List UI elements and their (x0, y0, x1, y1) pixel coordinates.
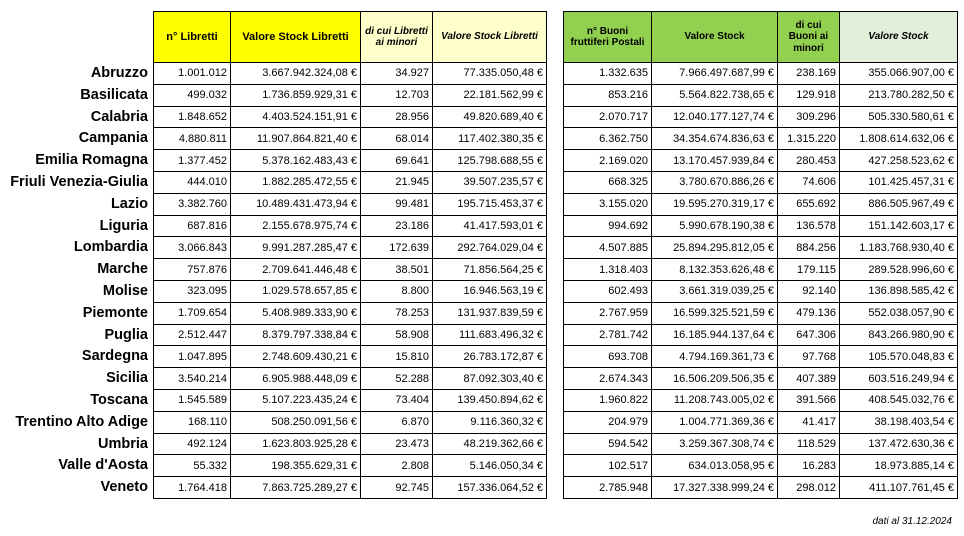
table-row (154, 280, 547, 302)
table-row (564, 324, 958, 346)
table-row (564, 259, 958, 281)
table-cell: 13.170.457.939,84 € (652, 150, 778, 172)
table-cell: 131.937.839,59 € (433, 302, 547, 324)
table-cell: 8.379.797.338,84 € (231, 324, 361, 346)
table-cell: 603.516.249,94 € (840, 368, 958, 390)
table-cell: 118.529 (778, 433, 840, 455)
region-label: Molise (102, 282, 148, 299)
table-cell: 3.155.020 (564, 193, 652, 215)
region-label: Marche (97, 261, 148, 278)
table-cell: 6.905.988.448,09 € (231, 368, 361, 390)
header-valore-stock-libretti: Valore Stock Libretti (231, 12, 361, 63)
table-cell: 843.266.980,90 € (840, 324, 958, 346)
table-row (154, 368, 547, 390)
table-row (564, 433, 958, 455)
table-cell: 204.979 (564, 411, 652, 433)
table-cell: 757.876 (154, 259, 231, 281)
table-cell: 78.253 (361, 302, 433, 324)
table-row (154, 433, 547, 455)
table-cell: 3.540.214 (154, 368, 231, 390)
region-label: Lazio (110, 195, 148, 212)
table-cell: 213.780.282,50 € (840, 84, 958, 106)
table-cell: 1.047.895 (154, 346, 231, 368)
table-cell: 289.528.996,60 € (840, 259, 958, 281)
footnote: dati al 31.12.2024 (872, 516, 952, 527)
table-cell: 2.781.742 (564, 324, 652, 346)
table-cell: 693.708 (564, 346, 652, 368)
table-row (564, 411, 958, 433)
table-cell: 886.505.967,49 € (840, 193, 958, 215)
region-label: Emilia Romagna (35, 152, 148, 169)
table-row (564, 477, 958, 499)
region-label: Liguria (99, 217, 148, 234)
table-cell: 2.674.343 (564, 368, 652, 390)
table-cell: 11.208.743.005,02 € (652, 389, 778, 411)
table-row (564, 128, 958, 150)
header-n-buoni: n° Buoni fruttiferi Postali (564, 12, 652, 63)
region-label: Campania (78, 130, 148, 147)
table-cell: 4.794.169.361,73 € (652, 346, 778, 368)
table-cell: 1.183.768.930,40 € (840, 237, 958, 259)
table-cell: 23.473 (361, 433, 433, 455)
table-cell: 1.882.285.472,55 € (231, 171, 361, 193)
table-row (154, 259, 547, 281)
region-label: Valle d'Aosta (58, 457, 148, 474)
table-cell: 1.029.578.657,85 € (231, 280, 361, 302)
table-cell: 2.748.609.430,21 € (231, 346, 361, 368)
table-cell: 28.956 (361, 106, 433, 128)
table-cell: 298.012 (778, 477, 840, 499)
table-cell: 2.709.641.446,48 € (231, 259, 361, 281)
region-label: Trentino Alto Adige (15, 413, 148, 430)
table-cell: 492.124 (154, 433, 231, 455)
table-cell: 2.767.959 (564, 302, 652, 324)
buoni-table (563, 11, 958, 499)
table-row (564, 346, 958, 368)
table-cell: 8.800 (361, 280, 433, 302)
table-cell: 2.155.678.975,74 € (231, 215, 361, 237)
table-row (154, 411, 547, 433)
table-row (564, 106, 958, 128)
table-cell: 1.318.403 (564, 259, 652, 281)
table-cell: 179.115 (778, 259, 840, 281)
table-cell: 92.745 (361, 477, 433, 499)
table-cell: 16.599.325.521,59 € (652, 302, 778, 324)
table-cell: 647.306 (778, 324, 840, 346)
table-cell: 1.001.012 (154, 63, 231, 85)
table-cell: 10.489.431.473,94 € (231, 193, 361, 215)
table-cell: 427.258.523,62 € (840, 150, 958, 172)
table-row (564, 193, 958, 215)
table-cell: 52.288 (361, 368, 433, 390)
region-label: Sardegna (81, 348, 148, 365)
region-labels (0, 63, 148, 499)
table-row (154, 389, 547, 411)
table-row (154, 128, 547, 150)
table-cell: 5.564.822.738,65 € (652, 84, 778, 106)
table-cell: 87.092.303,40 € (433, 368, 547, 390)
table-cell: 17.327.338.999,24 € (652, 477, 778, 499)
table-cell: 22.181.562,99 € (433, 84, 547, 106)
table-cell: 309.296 (778, 106, 840, 128)
table-cell: 38.198.403,54 € (840, 411, 958, 433)
table-cell: 39.507.235,57 € (433, 171, 547, 193)
table-cell: 55.332 (154, 455, 231, 477)
table-cell: 168.110 (154, 411, 231, 433)
header-valore-stock-libretti-minori: Valore Stock Libretti (433, 12, 547, 63)
table-cell: 5.408.989.333,90 € (231, 302, 361, 324)
table-cell: 58.908 (361, 324, 433, 346)
table-cell: 594.542 (564, 433, 652, 455)
region-label: Calabria (90, 108, 148, 125)
table-cell: 69.641 (361, 150, 433, 172)
table-cell: 105.570.048,83 € (840, 346, 958, 368)
table-cell: 323.095 (154, 280, 231, 302)
table-cell: 3.661.319.039,25 € (652, 280, 778, 302)
table-cell: 49.820.689,40 € (433, 106, 547, 128)
table-cell: 2.169.020 (564, 150, 652, 172)
table-row (154, 84, 547, 106)
table-cell: 16.185.944.137,64 € (652, 324, 778, 346)
table-cell: 2.808 (361, 455, 433, 477)
table-row (564, 455, 958, 477)
table-cell: 12.703 (361, 84, 433, 106)
libretti-table (153, 11, 547, 499)
table-row (154, 346, 547, 368)
table-cell: 102.517 (564, 455, 652, 477)
table-cell: 25.894.295.812,05 € (652, 237, 778, 259)
table-cell: 5.378.162.483,43 € (231, 150, 361, 172)
table-cell: 2.512.447 (154, 324, 231, 346)
table-cell: 853.216 (564, 84, 652, 106)
table-row (154, 171, 547, 193)
region-label: Puglia (104, 326, 148, 343)
table-cell: 505.330.580,61 € (840, 106, 958, 128)
table-row (154, 150, 547, 172)
table-cell: 408.545.032,76 € (840, 389, 958, 411)
table-row (154, 193, 547, 215)
table-row (564, 63, 958, 85)
table-row (154, 63, 547, 85)
table-cell: 280.453 (778, 150, 840, 172)
table-row (564, 171, 958, 193)
table-cell: 3.382.760 (154, 193, 231, 215)
table-row (154, 215, 547, 237)
table-row (564, 150, 958, 172)
table-cell: 34.927 (361, 63, 433, 85)
region-label: Piemonte (82, 304, 148, 321)
table-row (564, 280, 958, 302)
table-cell: 7.966.497.687,99 € (652, 63, 778, 85)
table-cell: 18.973.885,14 € (840, 455, 958, 477)
table-cell: 1.848.652 (154, 106, 231, 128)
table-cell: 15.810 (361, 346, 433, 368)
table-cell: 48.219.362,66 € (433, 433, 547, 455)
table-row (564, 389, 958, 411)
buoni-table-body (564, 63, 958, 499)
header-valore-stock-buoni-minori: Valore Stock (840, 12, 958, 63)
table-cell: 99.481 (361, 193, 433, 215)
table-cell: 9.116.360,32 € (433, 411, 547, 433)
table-cell: 4.403.524.151,91 € (231, 106, 361, 128)
table-cell: 1.623.803.925,28 € (231, 433, 361, 455)
table-cell: 26.783.172,87 € (433, 346, 547, 368)
region-label: Friuli Venezia-Giulia (10, 173, 148, 190)
region-label: Lombardia (73, 239, 148, 256)
header-n-libretti: n° Libretti (154, 12, 231, 63)
table-cell: 1.709.654 (154, 302, 231, 324)
table-cell: 21.945 (361, 171, 433, 193)
table-cell: 2.070.717 (564, 106, 652, 128)
table-cell: 1.332.635 (564, 63, 652, 85)
table-cell: 4.880.811 (154, 128, 231, 150)
region-label: Toscana (90, 391, 148, 408)
table-cell: 97.768 (778, 346, 840, 368)
table-cell: 71.856.564,25 € (433, 259, 547, 281)
table-cell: 11.907.864.821,40 € (231, 128, 361, 150)
table-cell: 499.032 (154, 84, 231, 106)
table-cell: 407.389 (778, 368, 840, 390)
table-cell: 508.250.091,56 € (231, 411, 361, 433)
table-cell: 1.736.859.929,31 € (231, 84, 361, 106)
table-cell: 1.764.418 (154, 477, 231, 499)
region-label: Abruzzo (90, 65, 148, 81)
table-cell: 139.450.894,62 € (433, 389, 547, 411)
table-cell: 1.960.822 (564, 389, 652, 411)
table-row (564, 84, 958, 106)
region-label: Basilicata (80, 86, 148, 103)
table-cell: 5.146.050,34 € (433, 455, 547, 477)
table-cell: 73.404 (361, 389, 433, 411)
table-cell: 391.566 (778, 389, 840, 411)
table-cell: 994.692 (564, 215, 652, 237)
table-cell: 411.107.761,45 € (840, 477, 958, 499)
table-cell: 6.362.750 (564, 128, 652, 150)
table-row (154, 302, 547, 324)
table-cell: 634.013.058,95 € (652, 455, 778, 477)
table-cell: 172.639 (361, 237, 433, 259)
table-cell: 38.501 (361, 259, 433, 281)
table-cell: 3.259.367.308,74 € (652, 433, 778, 455)
table-cell: 479.136 (778, 302, 840, 324)
table-cell: 1.377.452 (154, 150, 231, 172)
table-cell: 136.578 (778, 215, 840, 237)
table-cell: 41.417 (778, 411, 840, 433)
table-cell: 602.493 (564, 280, 652, 302)
header-valore-stock-buoni: Valore Stock (652, 12, 778, 63)
table-cell: 5.107.223.435,24 € (231, 389, 361, 411)
table-cell: 3.066.843 (154, 237, 231, 259)
header-buoni-minori: di cui Buoni ai minori (778, 12, 840, 63)
table-row (154, 455, 547, 477)
table-cell: 137.472.630,36 € (840, 433, 958, 455)
table-cell: 9.991.287.285,47 € (231, 237, 361, 259)
table-cell: 111.683.496,32 € (433, 324, 547, 346)
table-cell: 117.402.380,35 € (433, 128, 547, 150)
table-row (564, 237, 958, 259)
table-cell: 41.417.593,01 € (433, 215, 547, 237)
table-cell: 4.507.885 (564, 237, 652, 259)
table-cell: 668.325 (564, 171, 652, 193)
table-cell: 16.506.209.506,35 € (652, 368, 778, 390)
table-cell: 74.606 (778, 171, 840, 193)
table-row (154, 237, 547, 259)
table-cell: 1.808.614.632,06 € (840, 128, 958, 150)
table-cell: 3.780.670.886,26 € (652, 171, 778, 193)
table-cell: 125.798.688,55 € (433, 150, 547, 172)
table-cell: 16.283 (778, 455, 840, 477)
region-label: Veneto (100, 479, 148, 496)
table-cell: 157.336.064,52 € (433, 477, 547, 499)
table-cell: 77.335.050,48 € (433, 63, 547, 85)
table-cell: 552.038.057,90 € (840, 302, 958, 324)
table-row (564, 215, 958, 237)
table-cell: 198.355.629,31 € (231, 455, 361, 477)
table-cell: 23.186 (361, 215, 433, 237)
table-cell: 19.595.270.319,17 € (652, 193, 778, 215)
table-cell: 2.785.948 (564, 477, 652, 499)
table-cell: 68.014 (361, 128, 433, 150)
table-cell: 1.545.589 (154, 389, 231, 411)
table-cell: 101.425.457,31 € (840, 171, 958, 193)
table-row (154, 477, 547, 499)
table-cell: 16.946.563,19 € (433, 280, 547, 302)
table-cell: 292.764.029,04 € (433, 237, 547, 259)
region-label: Sicilia (106, 370, 148, 387)
table-cell: 195.715.453,37 € (433, 193, 547, 215)
table-cell: 8.132.353.626,48 € (652, 259, 778, 281)
header-libretti-minori: di cui Libretti ai minori (361, 12, 433, 63)
table-cell: 655.692 (778, 193, 840, 215)
table-cell: 34.354.674.836,63 € (652, 128, 778, 150)
table-row (154, 106, 547, 128)
table-cell: 92.140 (778, 280, 840, 302)
table-cell: 238.169 (778, 63, 840, 85)
table-row (564, 368, 958, 390)
table-cell: 5.990.678.190,38 € (652, 215, 778, 237)
table-cell: 1.004.771.369,36 € (652, 411, 778, 433)
table-cell: 1.315.220 (778, 128, 840, 150)
table-row (564, 302, 958, 324)
table-cell: 12.040.177.127,74 € (652, 106, 778, 128)
table-cell: 151.142.603,17 € (840, 215, 958, 237)
table-cell: 355.066.907,00 € (840, 63, 958, 85)
table-cell: 687.816 (154, 215, 231, 237)
table-row (154, 324, 547, 346)
table-cell: 444.010 (154, 171, 231, 193)
table-cell: 136.898.585,42 € (840, 280, 958, 302)
table-cell: 3.667.942.324,08 € (231, 63, 361, 85)
table-cell: 6.870 (361, 411, 433, 433)
table-cell: 7.863.725.289,27 € (231, 477, 361, 499)
region-label: Umbria (98, 435, 148, 452)
table-cell: 884.256 (778, 237, 840, 259)
libretti-table-body (154, 63, 547, 499)
table-cell: 129.918 (778, 84, 840, 106)
